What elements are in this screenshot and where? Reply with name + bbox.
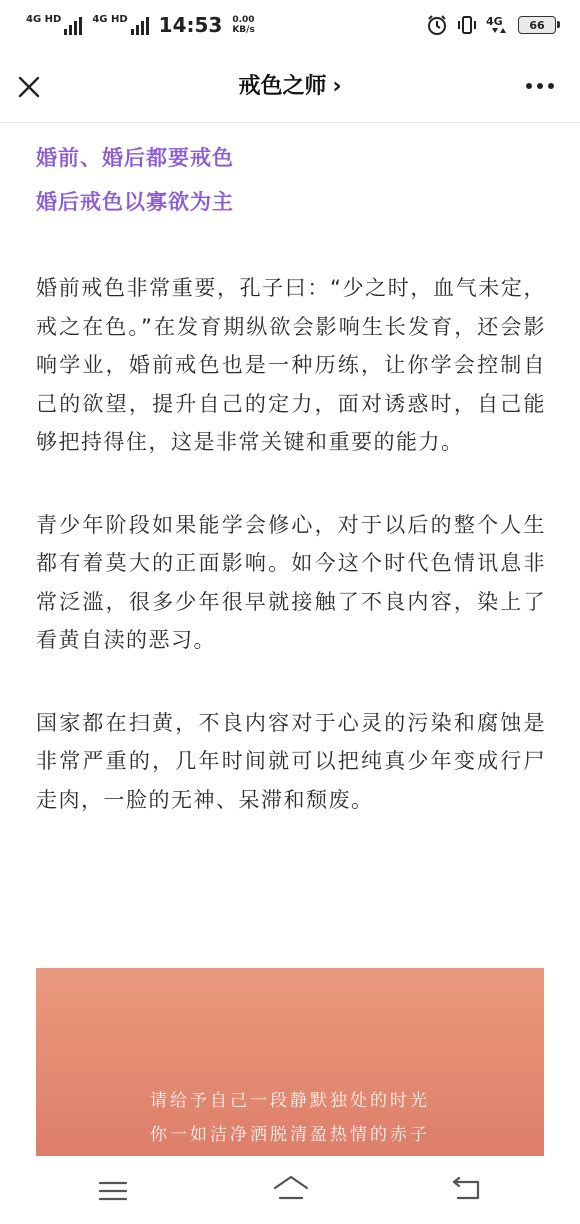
network-type-text: 4G — [486, 15, 503, 28]
alarm-icon — [426, 14, 448, 36]
signal-1-label: 4G HD — [26, 14, 62, 25]
home-icon — [272, 1174, 310, 1204]
more-icon-dot — [537, 83, 543, 89]
signal-1 — [26, 15, 82, 35]
account-title: 戒色之师 — [238, 74, 327, 99]
net-speed — [232, 15, 254, 35]
image-caption-line-2: 你一如洁净洒脱清盈热情的赤子 — [150, 1125, 430, 1145]
more-icon-dot — [548, 83, 554, 89]
article-paragraph: 青少年阶段如果能学会修心，对于以后的整个人生都有着莫大的正面影响。如今这个时代色情讯息非常泛滥，很多少年很早就接触了不良内容，染上了看黄自渎的恶习。 — [36, 512, 546, 652]
net-speed-value: 0.00 — [232, 15, 255, 25]
more-button[interactable] — [526, 83, 554, 89]
system-nav-bar — [0, 1156, 580, 1224]
account-title-link[interactable] — [0, 71, 580, 103]
chevron-right-icon: › — [332, 74, 342, 99]
status-bar-left — [26, 12, 255, 38]
vibrate-icon — [456, 14, 478, 36]
menu-button[interactable] — [98, 1180, 128, 1206]
status-bar — [0, 0, 580, 52]
article-image[interactable] — [36, 968, 544, 1158]
menu-icon — [98, 1180, 128, 1202]
back-button[interactable] — [450, 1176, 484, 1208]
article-heading-line-2: 婚后戒色以寡欲为主 — [36, 190, 234, 214]
status-bar-right — [426, 14, 556, 36]
back-icon — [450, 1176, 484, 1204]
signal-bars-icon — [131, 15, 149, 35]
nav-bar — [0, 52, 580, 123]
battery-level: 66 — [529, 18, 545, 32]
signal-2 — [92, 15, 148, 35]
article-body — [36, 136, 546, 819]
article-heading-line-1: 婚前、婚后都要戒色 — [36, 146, 234, 170]
lte-icon — [486, 14, 510, 36]
article-paragraph: 国家都在扫黄，不良内容对于心灵的污染和腐蚀是非常严重的，几年时间就可以把纯真少年变成行尸走肉，一脸的无神、呆滞和颓废。 — [36, 710, 546, 812]
battery-icon — [518, 16, 556, 34]
signal-bars-icon — [64, 15, 82, 35]
article-paragraph: 婚前戒色非常重要，孔子曰：“少之时，血气未定，戒之在色。”在发育期纵欲会影响生长发育，还会影响学业，婚前戒色也是一种历练，让你学会控制自己的欲望，提升自己的定力，面对诱惑时，自己能够把持得住，这是非常关键和重要的能力。 — [36, 276, 546, 454]
clock: 14:53 — [158, 13, 223, 37]
home-button[interactable] — [272, 1174, 310, 1208]
image-caption-line-1: 请给予自己一段静默独处的时光 — [150, 1091, 430, 1111]
more-icon-dot — [526, 83, 532, 89]
signal-2-label: 4G HD — [92, 14, 128, 25]
net-speed-unit: KB/s — [232, 25, 255, 35]
